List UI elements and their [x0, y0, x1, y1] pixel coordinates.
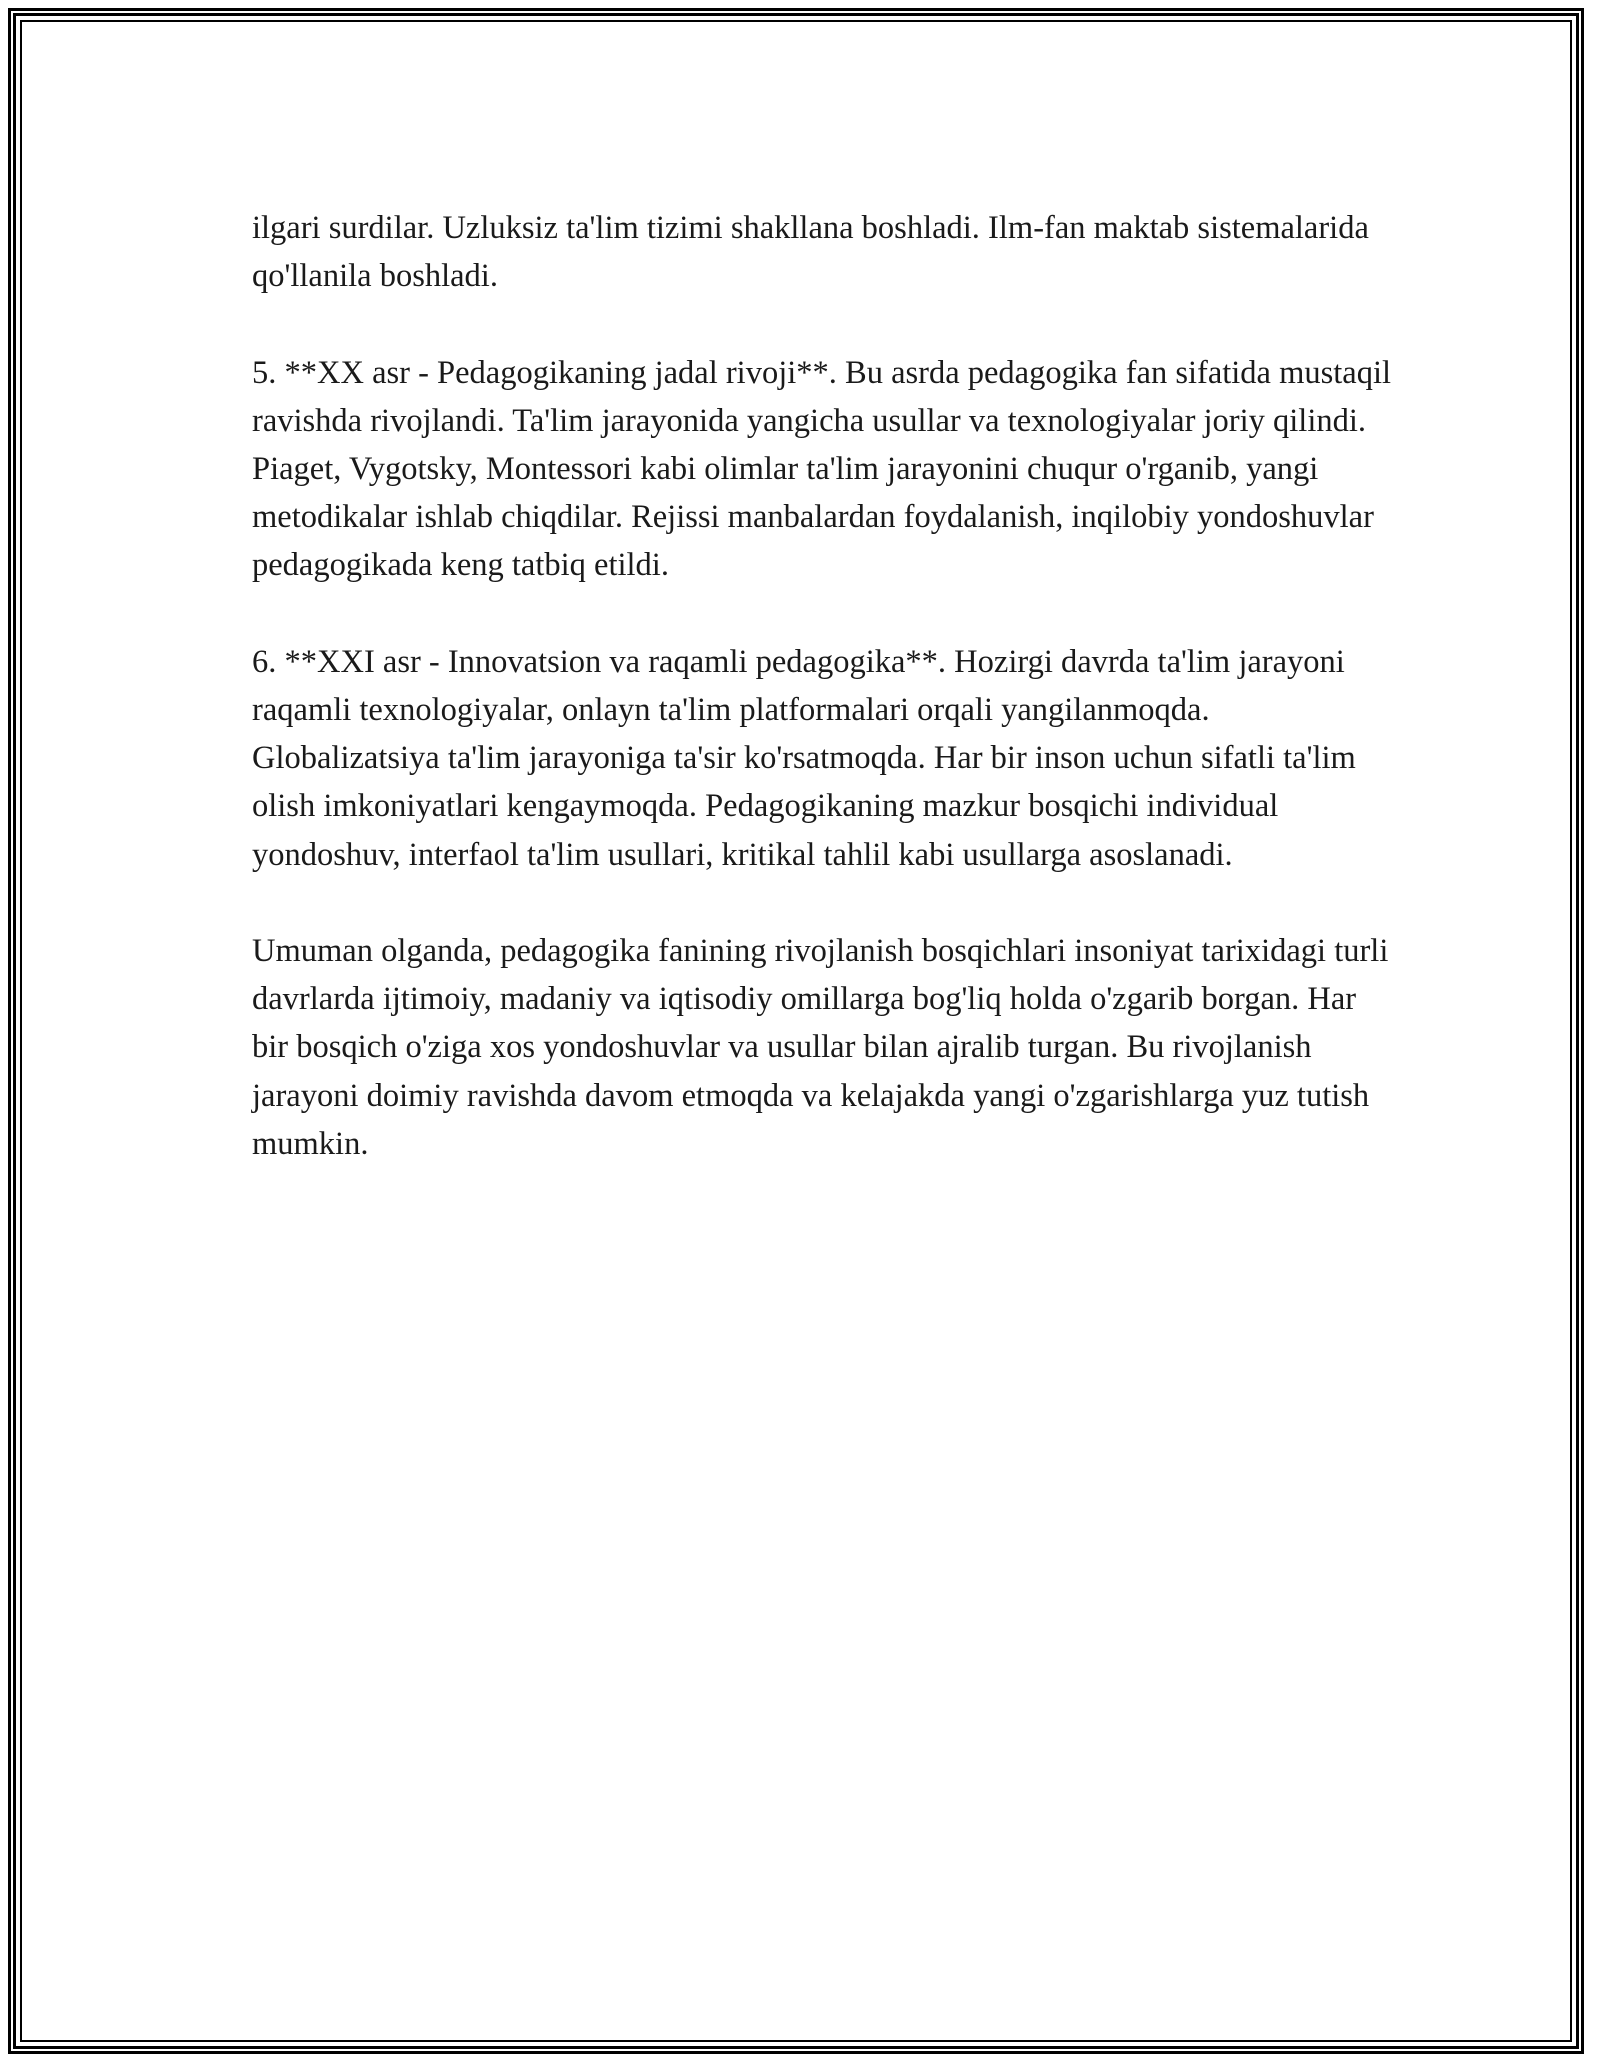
paragraph-item-6: 6. **XXI asr - Innovatsion va raqamli pedagogika**. Hozirgi davrda ta'lim jarayoni raqamli texnologiyalar, onlayn ta'lim platformalari orqali yangilanmoqda. Globalizatsiya ta'lim jarayoniga ta'sir ko'rsatmoqda. Har bir inson uchun sifatli ta'lim olish imkoniyatlari kengaymoqda. Pedagogikaning mazkur bosqichi individual yondoshuv, interfaol ta'lim usullari, kritikal tahlil kabi usullarga asoslanadi.: [252, 643, 1356, 873]
paragraph-item-5: 5. **XX asr - Pedagogikaning jadal rivoji**. Bu asrda pedagogika fan sifatida mustaqil ravishda rivojlandi. Ta'lim jarayonida yangicha usullar va texnologiyalar joriy qilindi. Piaget, Vygotsky, Montessori kabi olimlar ta'lim jarayonini chuqur o'rganib, yangi metodikalar ishlab chiqdilar. Rejissi manbalardan foydalanish, inqilobiy yondoshuvlar pedagogikada keng tatbiq etildi.: [252, 354, 1392, 584]
paragraph-continuation: ilgari surdilar. Uzluksiz ta'lim tizimi shakllana boshladi. Ilm-fan maktab sistemalarida qo'llanila boshladi.: [252, 210, 1369, 295]
paragraph-conclusion: Umuman olganda, pedagogika fanining rivojlanish bosqichlari insoniyat tarixidagi turli davrlarda ijtimoiy, madaniy va iqtisodiy omillarga bog'liq holda o'zgarib borgan. Har bir bosqich o'ziga xos yondoshuvlar va usullar bilan ajralib turgan. Bu rivojlanish jarayoni doimiy ravishda davom etmoqda va kelajakda yangi o'zgarishlarga yuz tutish mumkin.: [252, 933, 1389, 1162]
document-body: [252, 204, 1392, 1216]
page-border: [8, 8, 1584, 2054]
